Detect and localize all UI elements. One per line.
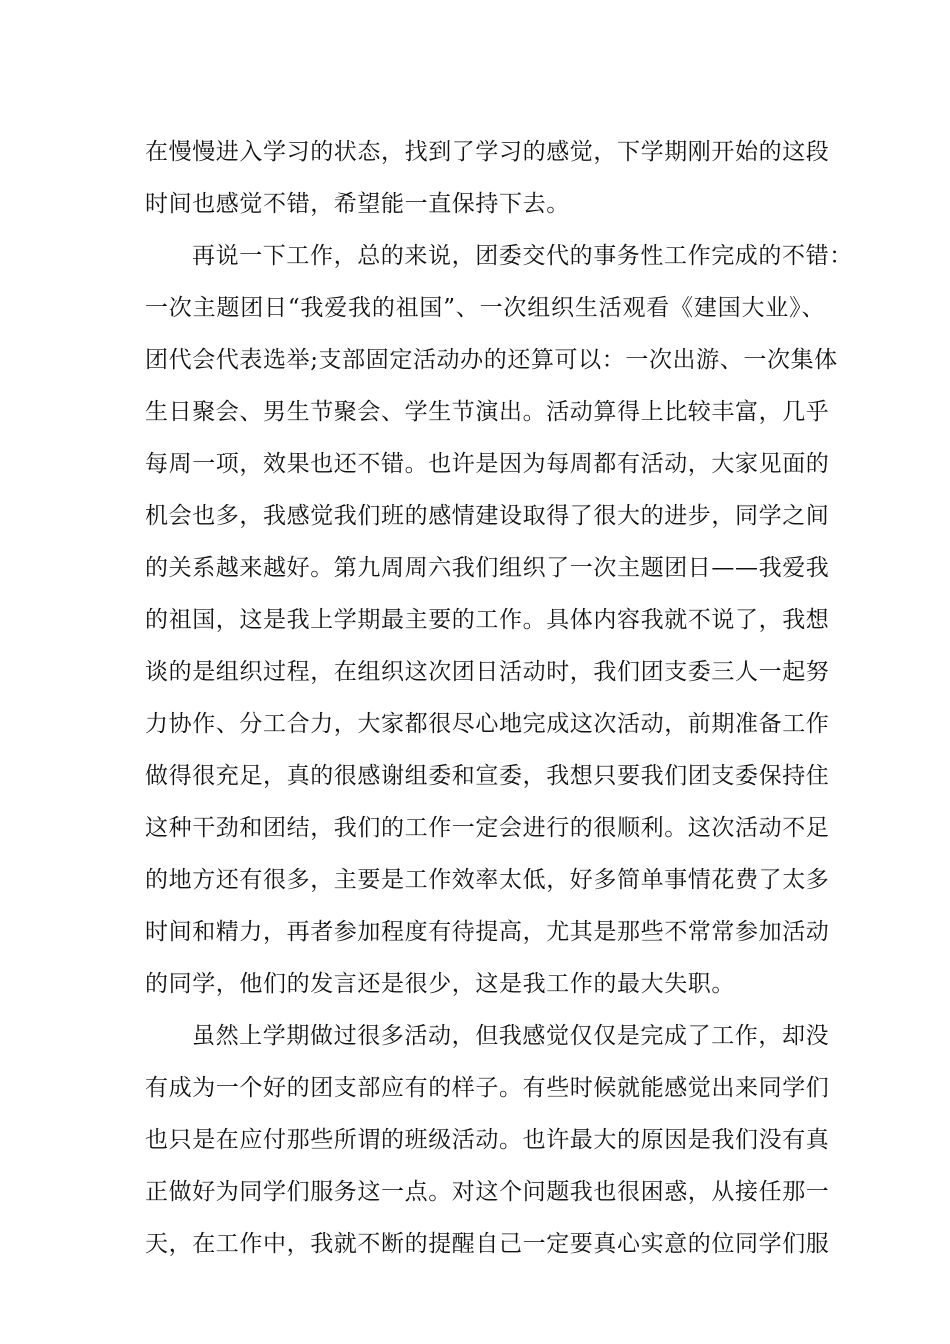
text-line: 的同学，他们的发言还是很少，这是我工作的最大失职。 <box>145 971 735 997</box>
text-line: 时间和精力，再者参加程度有待提高，尤其是那些不常常参加活动 <box>145 919 830 945</box>
text-line: 团代会代表选举;支部固定活动办的还算可以：一次出游、一次集体 <box>145 347 838 373</box>
text-line: 做得很充足，真的很感谢组委和宣委，我想只要我们团支委保持住 <box>145 763 830 789</box>
text-line: 生日聚会、男生节聚会、学生节演出。活动算得上比较丰富，几乎 <box>145 399 830 425</box>
text-line: 每周一项，效果也还不错。也许是因为每周都有活动，大家见面的 <box>145 451 830 477</box>
text-line: 有成为一个好的团支部应有的样子。有些时候就能感觉出来同学们 <box>145 1075 830 1101</box>
text-line: 在慢慢进入学习的状态，找到了学习的感觉，下学期刚开始的这段 <box>145 139 830 165</box>
text-line: 时间也感觉不错，希望能一直保持下去。 <box>145 191 570 217</box>
text-line: 也只是在应付那些所谓的班级活动。也许最大的原因是我们没有真 <box>145 1127 830 1153</box>
text-line: 机会也多，我感觉我们班的感情建设取得了很大的进步，同学之间 <box>145 503 830 529</box>
paragraph-first-line: 再说一下工作，总的来说，团委交代的事务性工作完成的不错： <box>192 243 853 269</box>
text-line: 力协作、分工合力，大家都很尽心地完成这次活动，前期准备工作 <box>145 711 830 737</box>
text-line: 的地方还有很多，主要是工作效率太低，好多简单事情花费了太多 <box>145 867 830 893</box>
paragraph-first-line: 虽然上学期做过很多活动，但我感觉仅仅是完成了工作，却没 <box>192 1023 830 1049</box>
text-line: 谈的是组织过程，在组织这次团日活动时，我们团支委三人一起努 <box>145 659 830 685</box>
text-line: 这种干劲和团结，我们的工作一定会进行的很顺利。这次活动不足 <box>145 815 830 841</box>
text-line: 天，在工作中，我就不断的提醒自己一定要真心实意的位同学们服 <box>145 1231 830 1257</box>
text-line: 正做好为同学们服务这一点。对这个问题我也很困惑，从接任那一 <box>145 1179 830 1205</box>
text-line: 的祖国，这是我上学期最主要的工作。具体内容我就不说了，我想 <box>145 607 830 633</box>
text-line: 一次主题团日“我爱我的祖国”、一次组织生活观看《建国大业》、 <box>145 295 825 321</box>
text-line: 的关系越来越好。第九周周六我们组织了一次主题团日——我爱我 <box>145 555 830 581</box>
